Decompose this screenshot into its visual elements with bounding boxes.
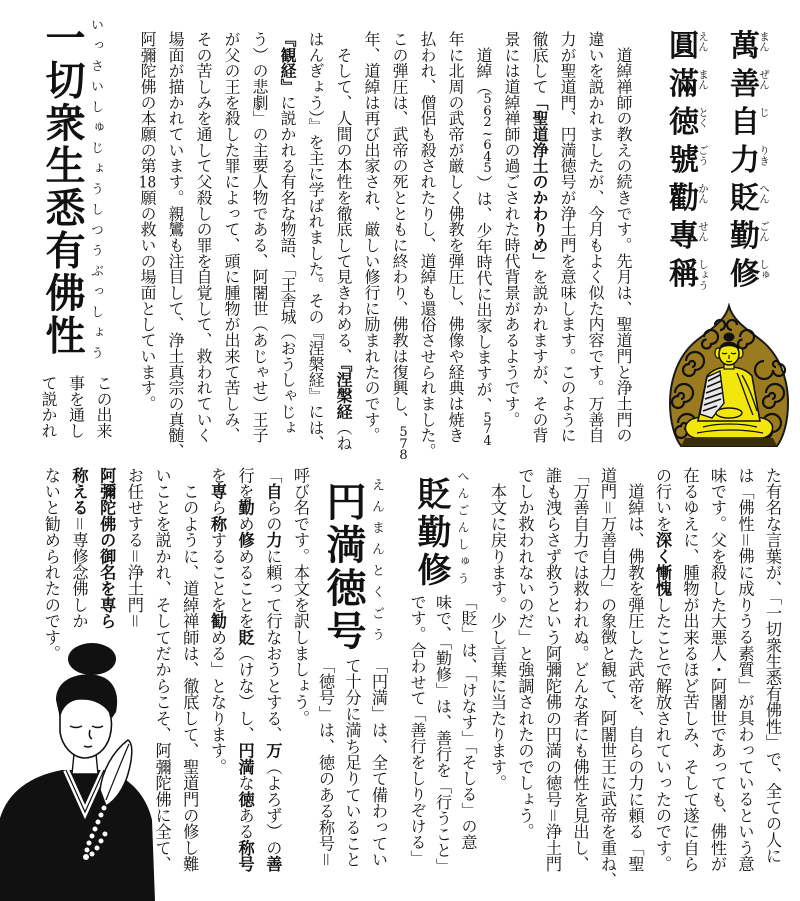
title-furigana: ごう — [697, 145, 709, 166]
title-kanji: 專 — [669, 219, 699, 254]
text-column: 「円満」は、全て備わってい — [369, 657, 388, 868]
title-furigana: しゅ — [758, 259, 770, 280]
title-character — [729, 256, 770, 294]
text-column: 誰も洩らさず救うという阿彌陀佛の円満の徳号＝浄土門 — [543, 467, 562, 872]
title-character — [729, 142, 770, 180]
tate-chu-yoko-number: 18 — [138, 173, 157, 190]
emphasis-text: 『涅槃経 — [334, 363, 353, 420]
intro-text-block — [133, 31, 637, 462]
text-column: の行いを深く慚愧したことで解放されていったのです。 — [653, 467, 672, 873]
upright-digit: 2 — [483, 115, 492, 131]
term-heading-hengonshu: 貶勤修 — [411, 476, 451, 590]
text-column: ないと勧められたのです。 — [41, 467, 61, 662]
text-column: た有名な言葉が、「一切衆生悉有佛性」で、全ての人に — [763, 467, 782, 864]
main-heading-furigana: いっさいしゅじょうしつうぶっしょう — [88, 18, 103, 367]
upright-digit: ~ — [482, 126, 493, 142]
text-column: は「佛性＝佛に成りうる素質」が具わっているという意 — [735, 467, 755, 872]
title-furigana: じ — [758, 107, 770, 118]
title-kanji: 善 — [730, 67, 760, 102]
upright-digit: 8 — [399, 448, 408, 464]
title-furigana: へん — [758, 183, 770, 204]
text-column: このように、道綽禅師は、徹底して、聖道門の修し難 — [180, 467, 200, 872]
text-column: 「万善自力では救われぬ。どんな者にも佛性を見出し、 — [570, 467, 590, 872]
title-kanji: 圓 — [669, 29, 699, 64]
title-character — [729, 28, 770, 66]
title-furigana: えん — [697, 31, 709, 52]
text-column: 払われ、僧侶も殺されたりし、道綽も還俗させられました。 — [418, 31, 437, 459]
text-column: 道綽は、佛教を弾圧した武帝を、自らの力に頼る「聖 — [625, 467, 645, 872]
title-kanji: 勸 — [669, 181, 699, 216]
title-furigana: しょう — [697, 259, 709, 291]
title-line-manzen-jiriki-hengonshu — [729, 28, 770, 294]
title-kanji: 滿 — [669, 67, 699, 102]
text-column: 景には道綽禅師の過ごされた時代背景があるようです。 — [502, 31, 521, 428]
lotus-base — [681, 438, 777, 446]
text-column: 場面が描かれています。親鸞も注目して、浄土真宗の真髄、 — [166, 31, 185, 459]
text-column: 味です。父を殺した大悪人・阿闍世であっても、佛性が — [708, 467, 727, 872]
upright-digit: 6 — [483, 138, 492, 154]
explanation-text-block — [484, 467, 787, 888]
text-column: う）の悲劇」の主要人物である、阿闍世（あじゃせ）王子 — [250, 31, 269, 444]
title-kanji: 稱 — [669, 257, 699, 292]
upright-digit: 4 — [483, 433, 492, 449]
emphasis-text: 貶 — [235, 629, 255, 646]
title-character — [668, 142, 709, 180]
emphasis-text: 自 — [263, 483, 283, 500]
upright-digit: 4 — [483, 149, 492, 165]
title-furigana: せん — [697, 221, 709, 242]
title-line-enman-tokugo-kansensho — [668, 28, 709, 294]
text-column: 阿彌陀佛の本願の第18願の救いの場面としています。 — [138, 31, 157, 412]
emphasis-text: 万 — [263, 742, 283, 759]
title-character — [668, 256, 709, 294]
text-column: 呼び名です。本文を訳しましょう。 — [291, 467, 310, 727]
term-furigana-hengonshu: へんごんしゅう — [456, 470, 470, 589]
text-column: て説かれ — [39, 375, 58, 439]
text-column: 本文に戻ります。少し言葉に当たります。 — [488, 467, 507, 791]
term-furigana-enman-tokugo: えんまんとくごう — [369, 478, 384, 650]
text-column: 「貶」は、「けなす」「そしる」の意 — [459, 594, 478, 850]
hair-bun — [68, 643, 116, 675]
text-column: でしか救われないのだ」と強調されたのでしょう。 — [515, 467, 535, 840]
title-character — [729, 104, 770, 142]
emphasis-text: 称える — [69, 467, 89, 516]
text-column: 年に北周の武帝が厳しく佛教を弾圧し、佛像や経典は焼き — [446, 31, 465, 444]
text-column: 違いを説かれましたが、今月もよく似た内容です。万善自 — [586, 31, 605, 444]
title-kanji: 自 — [730, 105, 760, 140]
text-column: 称える＝専修念佛しか — [69, 467, 89, 629]
text-column: 『観経』に説かれる有名な物語、「王舎城（おうしゃじょ — [278, 31, 297, 436]
text-column: いことを説かれ、そしてだからこそ、阿彌陀佛に全て、 — [152, 467, 172, 872]
term-definition-enman-tokugo — [312, 657, 392, 868]
text-column: 徹底して「聖道浄土のかわりめ」を説かれますが、その背 — [530, 31, 549, 444]
emphasis-text: 『観経』 — [278, 31, 297, 95]
text-column: 事を通し — [66, 375, 86, 439]
title-furigana: ごん — [758, 221, 770, 242]
text-column: 道綽（562~645）は、少年時代に出家しますが、574 — [469, 31, 497, 462]
emphasis-text: 徳 — [235, 791, 255, 808]
text-column: そして、人間の本性を徹底して見きわめる、『涅槃経（ね — [334, 31, 353, 452]
praying-woman-illustration — [0, 640, 155, 901]
title-kanji: 勤 — [730, 219, 760, 254]
text-column: お任せする＝浄土門＝ — [124, 467, 144, 629]
emphasis-text: 称号 — [235, 839, 255, 873]
emphasis-text: 深く慚愧 — [653, 531, 672, 597]
title-kanji: 修 — [730, 257, 760, 292]
text-column: 「徳号」は、徳のある称号＝ — [316, 657, 335, 868]
text-column: この出来 — [94, 375, 113, 439]
title-character — [729, 180, 770, 218]
text-column: その苦しみを通して父殺しの罪を自覚して、救われていく — [194, 31, 213, 444]
title-furigana: ぜん — [758, 69, 770, 90]
text-column: て十分に満ち足りていること — [342, 657, 362, 868]
title-furigana: とく — [697, 107, 709, 128]
emphasis-text: 勤 — [235, 499, 255, 516]
emphasis-text: 力 — [263, 531, 283, 549]
title-furigana: かん — [697, 183, 709, 204]
upright-digit: 5 — [483, 410, 492, 426]
title-furigana: りき — [758, 145, 770, 166]
text-column: 行を勤め修めることを貶（けな）し、円満な徳ある称号 — [235, 467, 255, 873]
upright-digit: 5 — [483, 161, 492, 177]
text-column: 在るゆえに、腫物が出来るほど苦しみ、そして遂に自ら — [680, 467, 700, 872]
text-column: が父の王を殺した罪によって、頭に腫物が出来て苦しみ、 — [222, 31, 241, 444]
text-column: です。合わせて「善行をしりぞける」 — [408, 594, 427, 866]
emphasis-text: 阿彌陀佛の御名を専ら — [97, 467, 117, 629]
title-furigana: まん — [697, 69, 709, 90]
emphasis-text: 称 — [207, 515, 227, 532]
title-character — [668, 66, 709, 104]
emphasis-text: 「聖道浄土のかわりめ」 — [530, 94, 549, 269]
title-kanji: 徳 — [669, 105, 699, 140]
text-column: 「自らの力に頼って行なおうとする、万（よろず）の善 — [263, 467, 283, 873]
title-character — [668, 180, 709, 218]
upright-digit: 6 — [483, 103, 492, 119]
emphasis-text: 善 — [263, 855, 283, 873]
term-heading-enman-tokugo: 円満徳号 — [320, 481, 366, 653]
title-kanji: 貶 — [730, 181, 760, 216]
title-character — [729, 218, 770, 256]
text-column: 力が聖道門、円満徳号が浄土門を意味します。このように — [558, 31, 577, 444]
title-character — [668, 28, 709, 66]
text-column: はんぎょう）』を主に学ばれました。その『涅槃経』には、 — [306, 31, 325, 452]
title-kanji: 號 — [669, 143, 699, 178]
title-kanji: 萬 — [730, 29, 760, 64]
title-character — [729, 66, 770, 104]
upright-digit: 7 — [483, 422, 492, 438]
seated-buddha-illustration — [667, 303, 792, 448]
text-column: この弾圧は、武帝の死とともに終わり、佛教は復興し、578 — [385, 31, 413, 462]
emphasis-text: 円満 — [235, 742, 255, 775]
main-heading: 一切衆生悉有佛性 — [39, 17, 85, 357]
title-character — [668, 104, 709, 142]
emphasis-text: 修 — [235, 531, 255, 549]
title-furigana: まん — [758, 31, 770, 52]
text-column: 道門＝万善自力」の象徴と観て、阿闍世王に武帝を重ね、 — [598, 467, 617, 889]
upright-digit: 7 — [399, 436, 408, 452]
emphasis-text: 勧 — [207, 612, 227, 630]
emphasis-text: 専 — [207, 483, 227, 500]
text-column: を専ら称することを勧める」となります。 — [207, 467, 227, 775]
upright-digit: 5 — [483, 92, 492, 108]
upright-digit: 5 — [399, 425, 408, 441]
intro-tail-text-block — [35, 375, 118, 438]
term-definition-hengonshu — [405, 594, 482, 874]
text-column: 年、道綽は再び出家され、厳しい修行に励まれたのです。 — [362, 31, 381, 444]
text-column: 味で、「勤修」は、善行を「行うこと」 — [433, 594, 453, 874]
text-column: 道綽禅師の教えの続きです。先月は、聖道門と浄土門の — [614, 31, 633, 444]
title-kanji: 力 — [730, 143, 760, 178]
title-character — [668, 218, 709, 256]
